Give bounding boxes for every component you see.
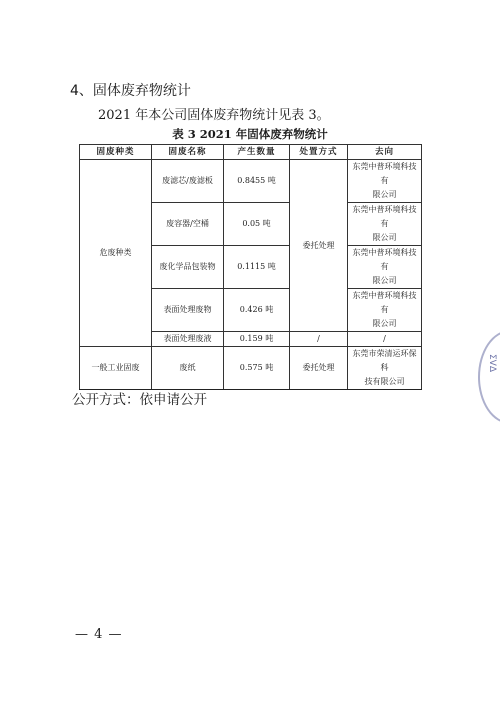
table-row — [80, 347, 422, 390]
amount-cell: 0.8455 吨 — [224, 160, 290, 203]
destination-line: 东莞中普环境科技有 — [352, 205, 417, 228]
waste-name-cell: 表面处理废液 — [152, 332, 224, 347]
header-destination: 去向 — [348, 145, 422, 160]
disposal-cell: 委托处理 — [290, 347, 348, 390]
amount-cell: 0.426 吨 — [224, 289, 290, 332]
destination-cell — [348, 347, 422, 390]
destination-cell — [348, 203, 422, 246]
solid-waste-table — [79, 144, 422, 390]
header-category: 固废种类 — [80, 145, 152, 160]
disposal-cell: / — [290, 332, 348, 347]
table-title: 表 3 2021 年固体废弃物统计 — [172, 127, 328, 141]
header-name: 固废名称 — [152, 145, 224, 160]
disposal-cell: 委托处理 — [290, 160, 348, 332]
destination-line: 技有限公司 — [364, 377, 405, 386]
amount-cell: 0.1115 吨 — [224, 246, 290, 289]
amount-cell: 0.575 吨 — [224, 347, 290, 390]
table-header-row — [80, 145, 422, 160]
destination-line: 限公司 — [372, 190, 397, 199]
destination-line: 限公司 — [372, 276, 397, 285]
waste-name-cell: 废纸 — [152, 347, 224, 390]
intro-paragraph: 2021 年本公司固体废弃物统计见表 3。 — [98, 108, 330, 123]
destination-line: 东莞中普环境科技有 — [352, 248, 417, 271]
disclosure-method: 公开方式：依申请公开 — [72, 392, 207, 408]
hazardous-category-cell: 危废种类 — [80, 160, 152, 347]
waste-name-cell: 废容器/空桶 — [152, 203, 224, 246]
header-disposal: 处置方式 — [290, 145, 348, 160]
destination-line: 东莞市荣清运环保科 — [352, 349, 417, 372]
amount-cell: 0.159 吨 — [224, 332, 290, 347]
general-category-cell: 一般工业固废 — [80, 347, 152, 390]
header-amount: 产生数量 — [224, 145, 290, 160]
destination-line: 东莞中普环境科技有 — [352, 291, 417, 314]
waste-name-cell: 表面处理废物 — [152, 289, 224, 332]
destination-cell — [348, 289, 422, 332]
destination-line: 限公司 — [372, 233, 397, 242]
destination-cell: / — [348, 332, 422, 347]
page-number: — 4 — — [75, 627, 123, 642]
amount-cell: 0.05 吨 — [224, 203, 290, 246]
seal-text: ΣVΔ — [487, 354, 497, 372]
destination-line: 限公司 — [372, 319, 397, 328]
seal-stamp — [478, 330, 500, 424]
destination-cell — [348, 160, 422, 203]
destination-line: 东莞中普环境科技有 — [352, 162, 417, 185]
section-heading: 4、固体废弃物统计 — [70, 83, 191, 99]
waste-name-cell: 废化学品包装物 — [152, 246, 224, 289]
waste-name-cell: 废滤芯/废滤板 — [152, 160, 224, 203]
table-row — [80, 160, 422, 203]
destination-cell — [348, 246, 422, 289]
